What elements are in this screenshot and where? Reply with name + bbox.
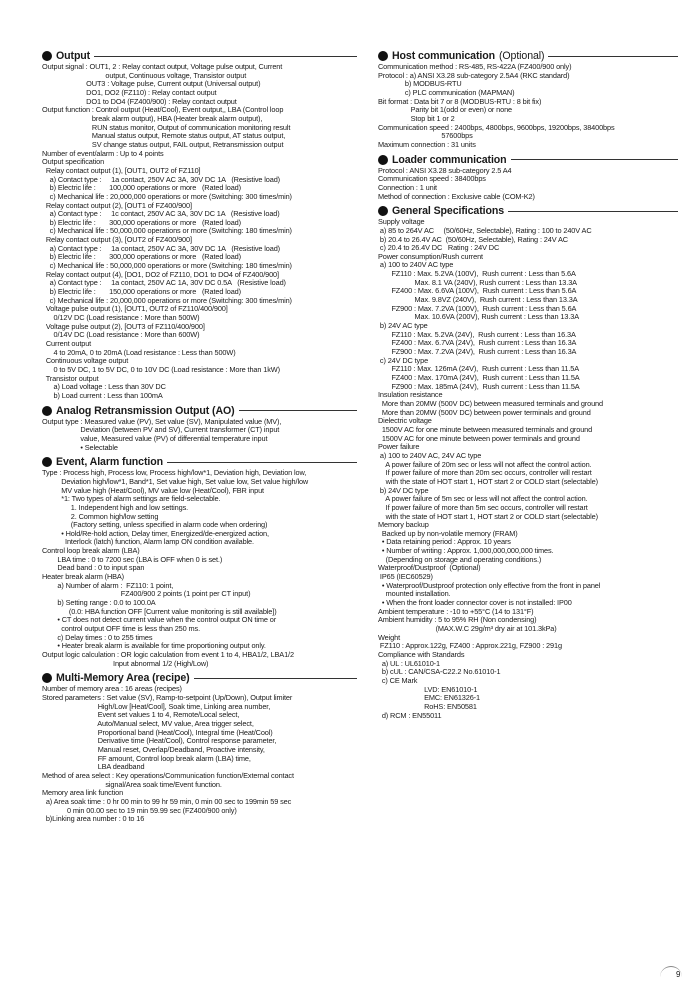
- spec-line: Dead band : 0 to input span: [42, 563, 145, 573]
- spec-line: Bit format : Data bit 7 or 8 (MODBUS-RTU : 8 bit fix): [378, 96, 542, 106]
- spec-line: b) Electric life : 300,000 operations or more (Rated load): [42, 252, 241, 262]
- spec-line: • Heater break alarm is available for time proportioning output only.: [42, 641, 266, 651]
- spec-line: b) 24V AC type: [378, 321, 428, 331]
- section-title: Analog Retransmission Output (AO): [56, 404, 235, 417]
- bullet-icon: [42, 673, 52, 683]
- spec-line: Communication method : RS-485, RS-422A (FZ400/900 only): [378, 62, 572, 71]
- spec-line: • CT does not detect current value when the control output ON time or: [42, 615, 277, 625]
- spec-line: FZ900 : Max. 185mA (24V), Rush current : Less than 11.5A: [378, 381, 580, 391]
- spec-line: c) Mechanical life : 50,000,000 operations or more (Switching: 180 times/min): [42, 261, 292, 271]
- bullet-icon: [378, 155, 388, 165]
- spec-line: If power failure of more than 20m sec occurs, controller will restart: [378, 468, 592, 478]
- section-title: Output: [56, 50, 91, 62]
- spec-line: Weight: [378, 632, 401, 642]
- spec-line: b) Setting range : 0.0 to 100.0A: [42, 598, 156, 608]
- spec-line: 4 to 20mA, 0 to 20mA (Load resistance : Less than 500W): [42, 347, 236, 357]
- spec-line: FZ400 : Max. 6.6VA (100V), Rush current : Less than 5.6A: [378, 286, 577, 296]
- spec-line: Input abnormal 1/2 (High/Low): [42, 658, 209, 668]
- spec-line: Current output: [42, 339, 92, 348]
- spec-line: FZ900 : Max. 7.2VA (24V), Rush current : Less than 16.3A: [378, 347, 577, 357]
- spec-line: b) Electric life : 300,000 operations or more (Rated load): [42, 217, 241, 227]
- spec-line: • When the front loader connector cover is not installed: IP00: [378, 598, 572, 608]
- page-number: 9: [676, 970, 681, 979]
- section-output: [42, 50, 357, 401]
- spec-line: Manual reset, Overlap/Deadband, Proactive intensity,: [42, 744, 265, 754]
- spec-line: c) Delay times : 0 to 255 times: [42, 632, 153, 642]
- spec-line: If power failure of more than 5m sec occurs, controller will restart: [378, 502, 588, 512]
- section-loader-communication: [378, 154, 678, 202]
- spec-line: FZ110 : Max. 5.2VA (100V), Rush current : Less than 5.6A: [378, 269, 576, 279]
- spec-line: a) Load voltage : Less than 30V DC: [42, 382, 166, 392]
- spec-line: Protocol : a) ANSI X3.28 sub-category 2.5A4 (RKC standard): [378, 70, 570, 80]
- section-event-alarm-function: [42, 456, 357, 668]
- spec-line: FZ400 : Max. 6.7VA (24V), Rush current : Less than 16.3A: [378, 338, 577, 348]
- spec-line: High/Low [Heat/Cool], Soak time, Linking area number,: [42, 701, 271, 711]
- section-heading: [42, 405, 357, 417]
- spec-line: (MAX.W.C 29g/m³ dry air at 101.3kPa): [378, 624, 557, 634]
- spec-line: value, Measured value (PV) of differential temperature input: [42, 433, 268, 443]
- spec-line: FZ400/900 2 points (1 point per CT input): [42, 589, 251, 599]
- spec-line: mounted installation.: [378, 589, 451, 599]
- spec-line: Continuous voltage output: [42, 356, 129, 366]
- spec-line: 1. Independent high and low settings.: [42, 502, 189, 512]
- spec-line: 1500V AC for one minute between power terminals and ground: [378, 433, 580, 443]
- section-heading: [42, 50, 357, 62]
- spec-line: DO1 to DO4 (FZ400/900) : Relay contact output: [42, 96, 237, 106]
- spec-line: • Hold/Re-hold action, Delay timer, Energized/de-energized action,: [42, 528, 269, 538]
- spec-line: Relay contact output (3), [OUT2 of FZ400/900]: [42, 235, 192, 245]
- spec-line: • Number of writing : Approx. 1,000,000,000,000 times.: [378, 546, 554, 556]
- spec-line: Output function : Control output (Heat/Cool), Event output,, LBA (Control loop: [42, 105, 284, 115]
- spec-line: (0.0: HBA function OFF [Current value monitoring is still available]): [42, 606, 277, 616]
- section-rule: [167, 462, 357, 463]
- spec-line: control output OFF time is less than 250 ms.: [42, 624, 201, 634]
- spec-line: LBA time : 0 to 7200 sec (LBA is OFF when 0 is set.): [42, 554, 223, 564]
- spec-line: b) Load current : Less than 100mA: [42, 390, 163, 400]
- spec-line: a) Contact type : 1a contact, 250V AC 3A, 30V DC 1A (Resistive load): [42, 243, 280, 253]
- spec-line: a) UL : UL61010-1: [378, 658, 440, 668]
- spec-line: a) 100 to 240V AC type: [378, 260, 454, 270]
- spec-line: Transistor output: [42, 373, 99, 383]
- spec-line: SV change status output, FAIL output, Retransmission output: [42, 139, 284, 149]
- spec-line: IP65 (IEC60529): [378, 572, 433, 582]
- section-heading: [378, 50, 678, 62]
- spec-line: Parity bit 1(odd or even) or none: [378, 105, 513, 115]
- spec-line: c) 20.4 to 26.4V DC Rating : 24V DC: [378, 243, 500, 253]
- spec-line: (Depending on storage and operating conditions.): [378, 554, 542, 564]
- spec-line: b) Electric life : 150,000 operations or more (Rated load): [42, 287, 241, 297]
- spec-line: Max. 10.6VA (200V), Rush current : Less than 13.3A: [378, 312, 579, 322]
- spec-line: Maximum connection : 31 units: [378, 139, 476, 149]
- spec-line: *1: Two types of alarm settings are field-selectable.: [42, 494, 221, 504]
- spec-line: Ambient temperature : -10 to +55°C (14 to 131°F): [378, 606, 534, 616]
- spec-line: 0 min 00.00 sec to 19 min 59.99 sec (FZ400/900 only): [42, 805, 237, 815]
- spec-line: Memory backup: [378, 520, 429, 530]
- spec-line: RoHS: EN50581: [378, 701, 477, 711]
- spec-line: Type : Process high, Process low, Process high/low*1, Deviation high, Deviation low,: [42, 468, 307, 478]
- spec-line: c) Mechanical life : 20,000,000 operations or more (Switching: 300 times/min): [42, 191, 292, 201]
- section-heading: [42, 456, 357, 468]
- spec-line: LVD: EN61010-1: [378, 684, 478, 694]
- spec-line: a) 85 to 264V AC (50/60Hz, Selectable), Rating : 100 to 240V AC: [378, 225, 592, 235]
- right-column: [378, 50, 678, 724]
- section-rule: [194, 678, 357, 679]
- spec-line: Backed up by non-volatile memory (FRAM): [378, 528, 518, 538]
- section-rule: [94, 56, 357, 57]
- spec-line: b) 20.4 to 26.4V AC (50/60Hz, Selectable), Rating : 24V AC: [378, 234, 568, 244]
- spec-line: RUN status monitor, Output of communication monitoring result: [42, 122, 291, 132]
- spec-line: Heater break alarm (HBA): [42, 572, 125, 582]
- section-title-suffix: (Optional): [498, 50, 545, 62]
- spec-line: Voltage pulse output (2), [OUT3 of FZ110/400/900]: [42, 321, 205, 331]
- spec-line: c) CE Mark: [378, 675, 418, 685]
- spec-line: Output signal : OUT1, 2 : Relay contact output, Voltage pulse output, Current: [42, 62, 283, 71]
- spec-line: with the state of HOT start 1, HOT start 2 or COLD start (selectable): [378, 511, 598, 521]
- spec-line: a) Number of alarm : FZ110: 1 point,: [42, 580, 174, 590]
- spec-line: signal/Area soak time/Event function.: [42, 779, 222, 789]
- spec-line: Stored parameters : Set value (SV), Ramp-to-setpoint (Up/Down), Output limiter: [42, 692, 293, 702]
- spec-line: Manual status output, Remote status output, AT status output,: [42, 131, 286, 141]
- spec-line: c) 24V DC type: [378, 355, 429, 365]
- spec-line: EMC: EN61326-1: [378, 693, 480, 703]
- spec-line: OUT3 : Voltage pulse, Current output (Universal output): [42, 79, 261, 89]
- spec-line: b) cUL : CAN/CSA-C22.2 No.61010-1: [378, 667, 501, 677]
- section-heading: [378, 205, 678, 217]
- spec-line: Method of area select : Key operations/Communication function/External contact: [42, 770, 294, 780]
- spec-line: Number of memory area : 16 areas (recipes): [42, 684, 182, 694]
- spec-line: 0 to 5V DC, 1 to 5V DC, 0 to 10V DC (Load resistance : More than 1kW): [42, 364, 280, 374]
- spec-line: Proportional band (Heat/Cool), Integral time (Heat/Cool): [42, 727, 273, 737]
- spec-line: • Waterproof/Dustproof protection only effective from the front in panel: [378, 580, 601, 590]
- section-general-specifications: [378, 205, 678, 720]
- section-rule: [239, 410, 357, 411]
- spec-line: with the state of HOT start 1, HOT start 2 or COLD start (selectable): [378, 476, 598, 486]
- spec-line: 2. Common high/low setting: [42, 511, 159, 521]
- section-title: Loader communication: [392, 153, 507, 166]
- spec-line: Stop bit 1 or 2: [378, 113, 455, 123]
- spec-line: More than 20MW (500V DC) between power terminals and ground: [378, 407, 591, 417]
- spec-line: FZ110 : Approx.122g, FZ400 : Approx.221g, FZ900 : 291g: [378, 641, 562, 651]
- spec-line: • Data retaining period : Approx. 10 years: [378, 537, 511, 547]
- spec-line: Waterproof/Dustproof (Optional): [378, 563, 481, 573]
- spec-line: Protocol : ANSI X3.28 sub-category 2.5 A4: [378, 165, 512, 175]
- section-title: Multi-Memory Area (recipe): [56, 672, 190, 685]
- spec-line: Memory area link function: [42, 788, 124, 798]
- section-host-communication: [378, 50, 678, 150]
- spec-line: b) 24V DC type: [378, 485, 429, 495]
- section-multi-memory-area-recipe: [42, 672, 357, 824]
- section-rule: [508, 211, 678, 212]
- spec-line: Voltage pulse output (1), [OUT1, OUT2 of FZ110/400/900]: [42, 304, 228, 314]
- spec-line: Output type : Measured value (PV), Set value (SV), Manipulated value (MV),: [42, 416, 282, 426]
- spec-line: a) Contact type : 1a contact, 250V AC 3A, 30V DC 1A (Resistive load): [42, 174, 280, 184]
- spec-line: Relay contact output (1), [OUT1, OUT2 of FZ110]: [42, 165, 201, 175]
- bullet-icon: [42, 406, 52, 416]
- spec-line: A power failure of 5m sec or less will not affect the control action.: [378, 494, 588, 504]
- spec-line: b) Electric life : 100,000 operations or more (Rated load): [42, 183, 241, 193]
- spec-line: 0/14V DC (Load resistance : More than 600W): [42, 330, 200, 340]
- spec-line: a) Contact type : 1a contact, 250V AC 1A, 30V DC 0.5A (Resistive load): [42, 278, 286, 288]
- bullet-icon: [42, 457, 52, 467]
- spec-line: Event set values 1 to 4, Remote/Local select,: [42, 710, 240, 720]
- spec-line: Control loop break alarm (LBA): [42, 546, 140, 556]
- spec-line: a) Contact type : 1c contact, 250V AC 3A, 30V DC 1A (Resistive load): [42, 209, 280, 219]
- spec-line: FZ900 : Max. 7.2VA (100V), Rush current : Less than 5.6A: [378, 303, 577, 313]
- spec-line: 57600bps: [378, 131, 473, 141]
- spec-line: c) PLC communication (MAPMAN): [378, 87, 515, 97]
- spec-line: Insulation resistance: [378, 390, 443, 400]
- spec-line: Auto/Manual select, MV value, Area trigger select,: [42, 718, 254, 728]
- spec-line: FZ110 : Max. 5.2VA (24V), Rush current : Less than 16.3A: [378, 329, 576, 339]
- spec-line: Output specification: [42, 157, 105, 167]
- spec-line: Communication speed : 38400bps: [378, 174, 486, 184]
- spec-line: Ambient humidity : 5 to 95% RH (Non condensing): [378, 615, 537, 625]
- spec-line: c) Mechanical life : 50,000,000 operations or more (Switching: 180 times/min): [42, 226, 292, 236]
- spec-line: Supply voltage: [378, 217, 425, 227]
- spec-line: Compliance with Standards: [378, 650, 465, 659]
- spec-line: Max. 9.8VZ (240V), Rush current : Less than 13.3A: [378, 295, 578, 305]
- spec-line: FZ400 : Max. 170mA (24V), Rush current : Less than 11.5A: [378, 373, 580, 382]
- spec-line: • Selectable: [42, 442, 118, 452]
- spec-line: Interlock (latch) function, Alarm lamp ON condition available.: [42, 537, 254, 547]
- spec-line: Communication speed : 2400bps, 4800bps, 9600bps, 19200bps, 38400bps: [378, 122, 615, 132]
- spec-line: 1500V AC for one minute between measured terminals and ground: [378, 424, 593, 434]
- spec-line: (Factory setting, unless specified in alarm code when ordering): [42, 520, 268, 530]
- spec-line: a) 100 to 240V AC, 24V AC type: [378, 450, 482, 460]
- spec-line: output, Continuous voltage, Transistor output: [42, 70, 247, 80]
- section-rule: [511, 159, 678, 160]
- spec-line: d) RCM : EN55011: [378, 710, 442, 720]
- spec-line: Deviation (between PV and SV), Current transformer (CT) input: [42, 425, 280, 435]
- spec-line: Dielectric voltage: [378, 416, 432, 426]
- spec-line: Output logic calculation : OR logic calculation from event 1 to 4, HBA1/2, LBA1/2: [42, 650, 294, 659]
- spec-line: A power failure of 20m sec or less will not affect the control action.: [378, 459, 592, 469]
- spec-line: Relay contact output (4), [DO1, DO2 of FZ110, DO1 to DO4 of FZ400/900]: [42, 269, 279, 279]
- spec-line: MV value high (Heat/Cool), MV value low (Heat/Cool), FBR input: [42, 485, 264, 495]
- spec-line: FZ110 : Max. 126mA (24V), Rush current : Less than 11.5A: [378, 364, 580, 374]
- spec-line: Method of connection : Exclusive cable (COM-K2): [378, 191, 535, 201]
- bullet-icon: [378, 51, 388, 61]
- spec-line: Power consumption/Rush current: [378, 251, 483, 261]
- spec-line: DO1, DO2 (FZ110) : Relay contact output: [42, 87, 217, 97]
- spec-line: 0/12V DC (Load resistance : More than 500W): [42, 313, 200, 323]
- left-column: [42, 50, 357, 828]
- section-rule: [548, 56, 678, 57]
- bullet-icon: [42, 51, 52, 61]
- spec-line: b) MODBUS-RTU: [378, 79, 462, 89]
- spec-line: More than 20MW (500V DC) between measured terminals and ground: [378, 398, 603, 408]
- spec-line: LBA deadband: [42, 762, 145, 772]
- section-title: Event, Alarm function: [56, 456, 163, 469]
- section-heading: [42, 672, 357, 684]
- spec-line: FF amount, Control loop break alarm (LBA) time,: [42, 753, 251, 763]
- spec-line: break alarm output), HBA (Heater break alarm output),: [42, 113, 263, 123]
- spec-line: Power failure: [378, 442, 420, 452]
- section-analog-retransmission-output-ao: [42, 405, 357, 453]
- spec-line: Connection : 1 unit: [378, 182, 437, 192]
- spec-line: Deviation high/low*1, Band*1, Set value high, Set value low, Set value high/low: [42, 476, 309, 486]
- spec-line: Derivative time (Heat/Cool), Control response parameter,: [42, 736, 277, 746]
- section-title: Host communication: [392, 50, 495, 62]
- bullet-icon: [378, 206, 388, 216]
- spec-line: a) Area soak time : 0 hr 00 min to 99 hr 59 min, 0 min 00 sec to 199min 59 sec: [42, 796, 292, 806]
- spec-line: b)Linking area number : 0 to 16: [42, 814, 145, 824]
- section-heading: [378, 154, 678, 166]
- spec-line: c) Mechanical life : 20,000,000 operations or more (Switching: 300 times/min): [42, 295, 292, 305]
- spec-line: Max. 8.1 VA (240V), Rush current : Less than 13.3A: [378, 277, 577, 287]
- spec-line: Relay contact output (2), [OUT1 of FZ400/900]: [42, 200, 192, 210]
- section-title: General Specifications: [392, 205, 505, 218]
- spec-line: Number of event/alarm : Up to 4 points: [42, 148, 164, 158]
